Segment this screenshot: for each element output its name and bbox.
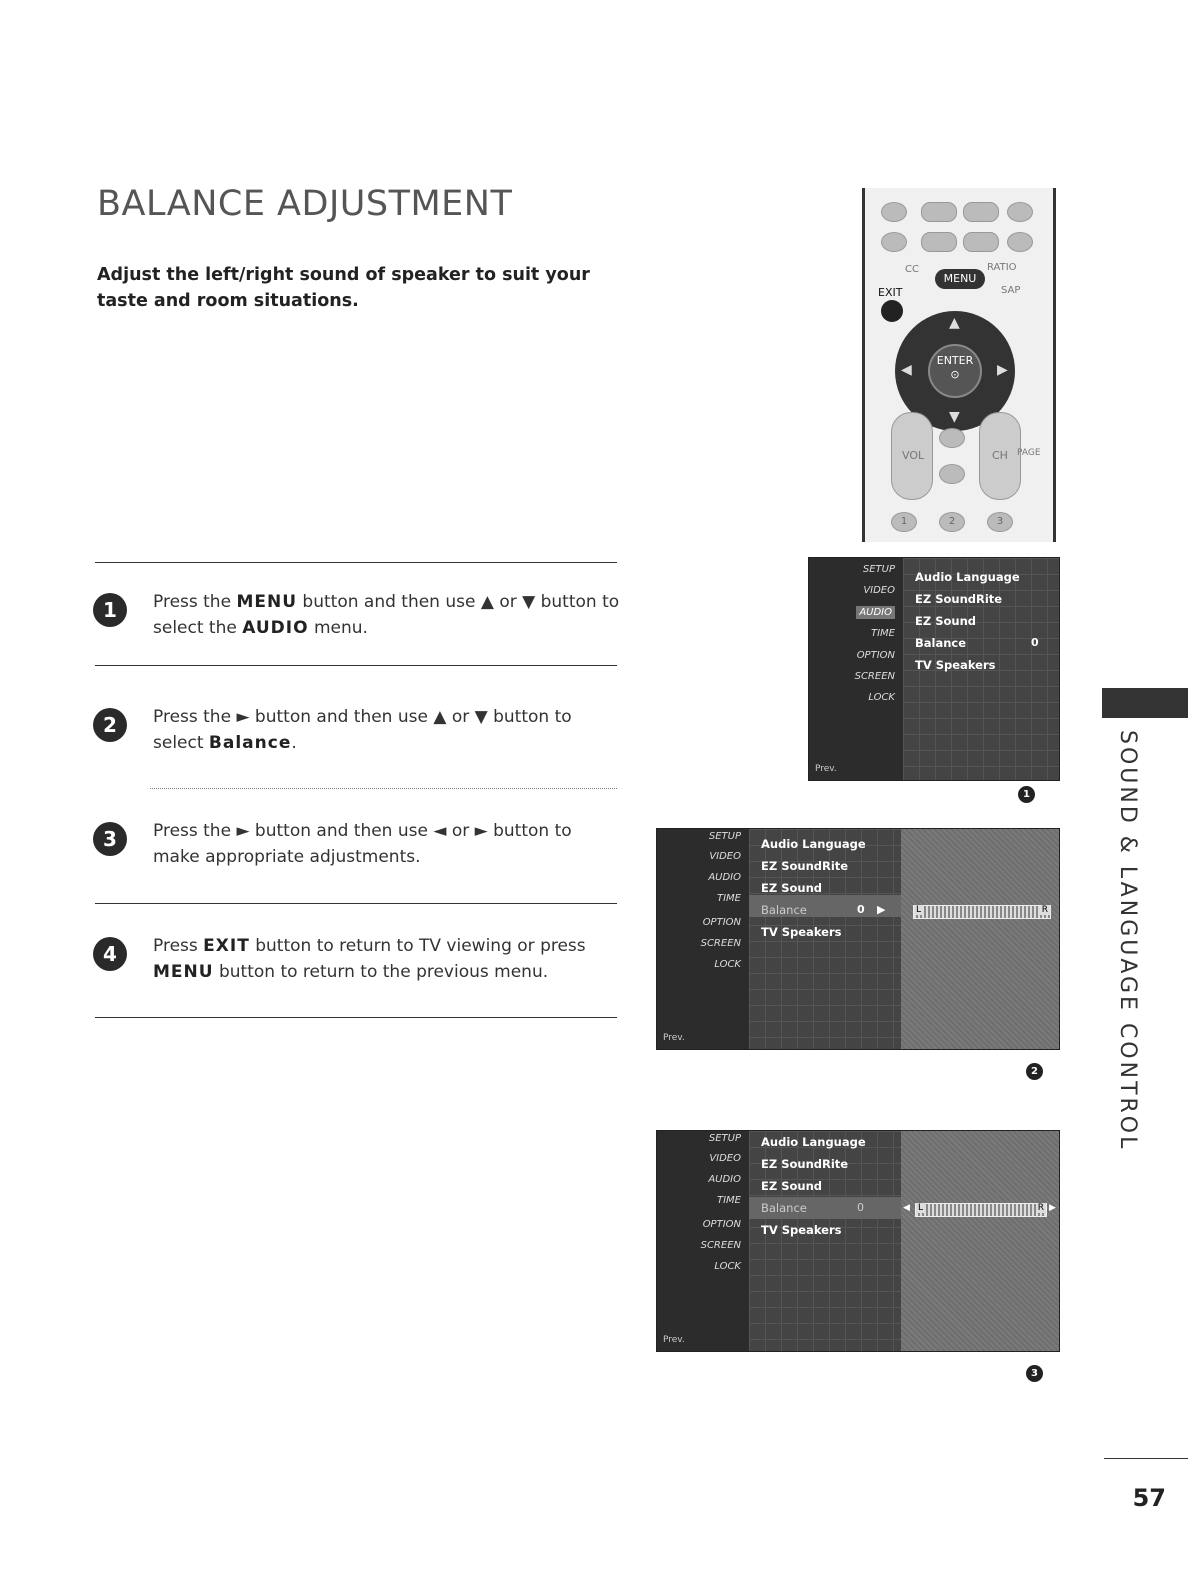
arrow-right-icon: ▶ xyxy=(997,362,1008,378)
arrow-down-icon: ▼ xyxy=(949,409,960,425)
ratio-label: RATIO xyxy=(987,262,1017,273)
side-menu-time: TIME xyxy=(716,893,741,904)
osd-audio-menu xyxy=(749,829,901,1049)
menu-item-ez-sound: EZ Sound xyxy=(761,881,822,895)
side-menu-audio: AUDIO xyxy=(708,1174,741,1185)
menu-item-ez-sound: EZ Sound xyxy=(761,1179,822,1193)
prev-label: Prev. xyxy=(663,1033,685,1043)
menu-item-balance: Balance xyxy=(761,903,807,917)
remote-button-icon xyxy=(1007,202,1033,222)
step-text xyxy=(153,589,623,641)
menu-item-ez-soundrite: EZ SoundRite xyxy=(915,592,1003,606)
arrow-up-icon: ▲ xyxy=(949,315,960,331)
volume-rocker-icon xyxy=(891,412,933,500)
balance-panel xyxy=(901,829,1059,1049)
side-menu-screen: SCREEN xyxy=(700,938,741,949)
step-keyword: MENU xyxy=(153,962,214,982)
step-number: 4 xyxy=(93,937,127,971)
menu-item-balance: Balance xyxy=(761,1201,807,1215)
step-text-part: button to return to the previous menu. xyxy=(213,962,549,982)
remote-button-icon xyxy=(963,202,999,222)
step-keyword: MENU xyxy=(236,592,298,612)
prev-label: Prev. xyxy=(663,1335,685,1345)
step-text xyxy=(153,933,623,985)
balance-value: 0 xyxy=(857,903,865,916)
side-tab-marker xyxy=(1102,688,1188,718)
side-menu-option: OPTION xyxy=(702,1219,741,1230)
step-text-part: . xyxy=(291,733,297,753)
side-menu-time: TIME xyxy=(870,628,895,639)
osd-screen-2 xyxy=(656,828,1060,1050)
balance-panel xyxy=(901,1131,1059,1351)
key-3-icon: 3 xyxy=(987,512,1013,532)
osd-side-menu xyxy=(809,558,903,780)
side-menu-lock: LOCK xyxy=(868,692,895,703)
exit-label: EXIT xyxy=(878,286,903,299)
menu-item-ez-soundrite: EZ SoundRite xyxy=(761,1157,849,1171)
arrow-left-icon: ◀ xyxy=(903,1203,910,1213)
remote-button-icon xyxy=(921,202,957,222)
side-menu-video: VIDEO xyxy=(709,851,741,862)
menu-item-tv-speakers: TV Speakers xyxy=(761,1223,842,1237)
side-menu-video: VIDEO xyxy=(709,1153,741,1164)
osd-side-menu xyxy=(657,829,749,1049)
side-menu-lock: LOCK xyxy=(714,1261,741,1272)
ch-label: CH xyxy=(992,449,1008,462)
menu-item-audio-language: Audio Language xyxy=(761,1135,866,1149)
channel-rocker-icon xyxy=(979,412,1021,500)
remote-button-icon xyxy=(963,232,999,252)
divider xyxy=(95,665,617,666)
step-text xyxy=(153,818,623,870)
side-menu-setup: SETUP xyxy=(708,1133,741,1144)
step-number: 1 xyxy=(93,593,127,627)
menu-item-ez-soundrite: EZ SoundRite xyxy=(761,859,849,873)
remote-button-icon xyxy=(939,464,965,484)
step-text xyxy=(153,704,623,756)
step-text-part: Press the ► button and then use ◄ or ► button to make appropriate adjustments. xyxy=(153,821,572,867)
remote-button-icon xyxy=(881,232,907,252)
side-menu-setup: SETUP xyxy=(862,564,895,575)
arrow-left-icon: ◀ xyxy=(901,362,912,378)
balance-value: 0 xyxy=(857,1201,864,1214)
enter-button-icon: ENTER ⊙ xyxy=(928,344,982,398)
side-menu-setup: SETUP xyxy=(708,831,741,842)
key-2-icon: 2 xyxy=(939,512,965,532)
divider-dotted xyxy=(150,788,617,789)
cc-label: CC xyxy=(905,264,919,275)
divider xyxy=(95,1017,617,1018)
intro-text xyxy=(97,262,637,314)
balance-left-label: L xyxy=(916,905,922,915)
step-number: 3 xyxy=(93,822,127,856)
step-text-part: button and then use ▲ or ▼ button to select the xyxy=(153,592,620,638)
menu-item-ez-sound: EZ Sound xyxy=(915,614,976,628)
remote-button-icon xyxy=(939,428,965,448)
balance-value: 0 xyxy=(1031,636,1039,649)
remote-button-icon xyxy=(1007,232,1033,252)
balance-right-label: R xyxy=(1037,1203,1044,1213)
page-number: 57 xyxy=(1132,1484,1166,1512)
page-label: PAGE xyxy=(1017,448,1041,458)
osd-screen-3 xyxy=(656,1130,1060,1352)
enter-label: ENTER xyxy=(936,354,974,367)
remote-illustration xyxy=(862,188,1056,542)
step-number: 2 xyxy=(93,708,127,742)
step-keyword: EXIT xyxy=(203,936,250,956)
osd-screen-1 xyxy=(808,557,1060,781)
side-menu-audio: AUDIO xyxy=(708,872,741,883)
step-text-part: Press the xyxy=(153,592,237,612)
step-keyword: AUDIO xyxy=(242,618,309,638)
sap-label: SAP xyxy=(1001,285,1021,296)
osd-audio-menu xyxy=(903,558,1059,780)
remote-button-icon xyxy=(881,202,907,222)
menu-item-audio-language: Audio Language xyxy=(915,570,1020,584)
balance-right-label: R xyxy=(1041,905,1048,915)
figure-ref-2: 2 xyxy=(1026,1063,1043,1080)
step-text-part: Press the ► button and then use ▲ or ▼ button to select xyxy=(153,707,572,753)
figure-ref-1: 1 xyxy=(1018,786,1035,803)
step-text-part: Press xyxy=(153,936,204,956)
step-text-part: menu. xyxy=(308,618,368,638)
menu-item-tv-speakers: TV Speakers xyxy=(915,658,996,672)
balance-bar xyxy=(915,1203,1047,1217)
prev-label: Prev. xyxy=(815,764,837,774)
divider xyxy=(95,903,617,904)
side-menu-option: OPTION xyxy=(702,917,741,928)
side-menu-audio: AUDIO xyxy=(856,606,895,619)
figure-ref-3: 3 xyxy=(1026,1365,1043,1382)
arrow-right-icon: ▶ xyxy=(1049,1203,1056,1213)
arrow-right-icon: ▶ xyxy=(877,903,886,916)
side-tab xyxy=(1108,730,1148,1152)
footer-rule xyxy=(1104,1458,1188,1459)
balance-left-label: L xyxy=(918,1203,924,1213)
divider xyxy=(95,562,617,563)
side-menu-screen: SCREEN xyxy=(700,1240,741,1251)
side-menu-option: OPTION xyxy=(856,650,895,661)
step-keyword: Balance xyxy=(208,733,292,753)
page-title: BALANCE ADJUSTMENT xyxy=(97,184,513,224)
side-menu-time: TIME xyxy=(716,1195,741,1206)
balance-bar xyxy=(913,905,1051,919)
menu-item-balance: Balance xyxy=(915,636,967,650)
menu-item-tv-speakers: TV Speakers xyxy=(761,925,842,939)
exit-button-icon xyxy=(881,300,903,322)
key-1-icon: 1 xyxy=(891,512,917,532)
osd-audio-menu xyxy=(749,1131,901,1351)
remote-button-icon xyxy=(921,232,957,252)
step-text-part: button to return to TV viewing or press xyxy=(249,936,586,956)
osd-side-menu xyxy=(657,1131,749,1351)
side-menu-screen: SCREEN xyxy=(854,671,895,682)
intro-text-content: Adjust the left/right sound of speaker to suit your taste and room situations. xyxy=(97,265,590,311)
menu-button-icon: MENU xyxy=(935,269,985,289)
side-tab-label: SOUND & LANGUAGE CONTROL xyxy=(1115,730,1140,1152)
menu-item-audio-language: Audio Language xyxy=(761,837,866,851)
side-menu-video: VIDEO xyxy=(863,585,895,596)
vol-label: VOL xyxy=(902,449,925,462)
side-menu-lock: LOCK xyxy=(714,959,741,970)
